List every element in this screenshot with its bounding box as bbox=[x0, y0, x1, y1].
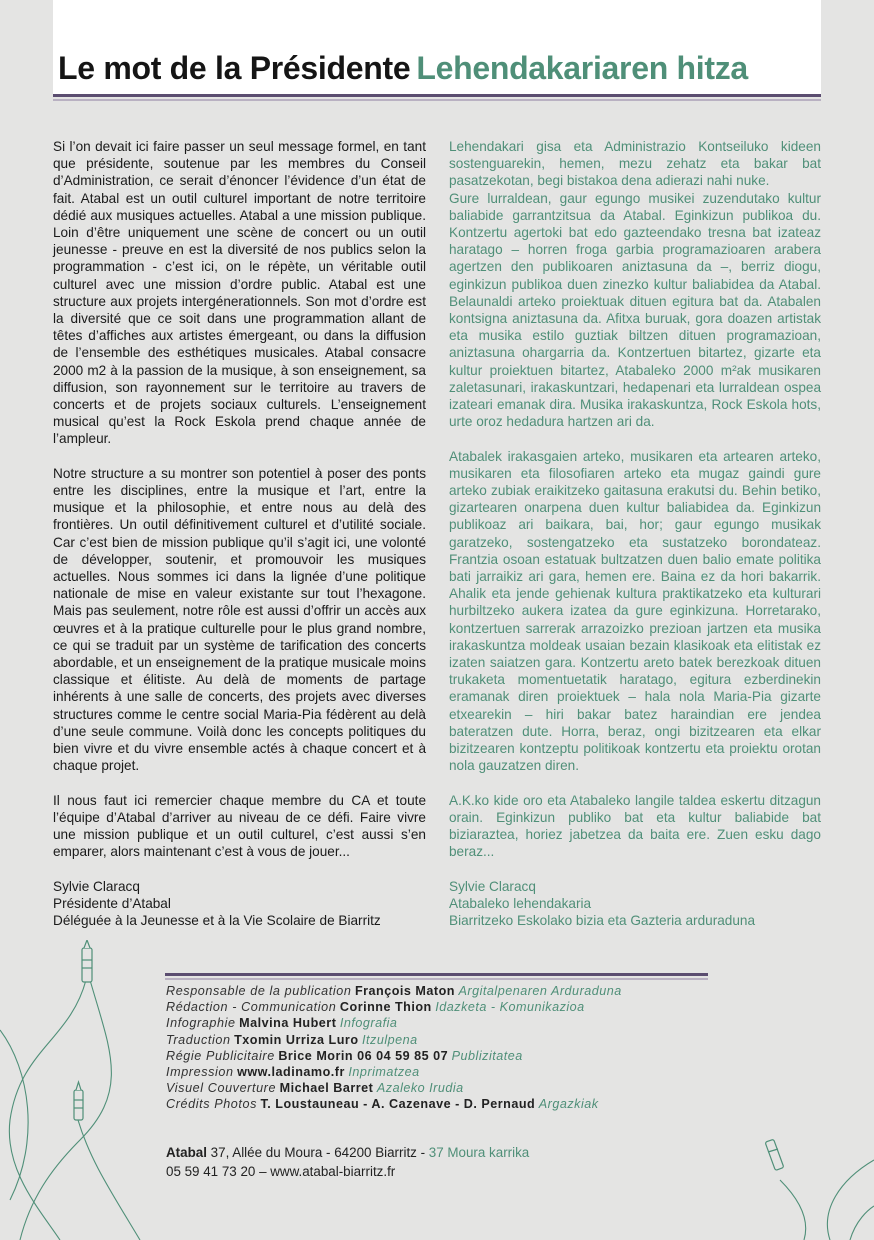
french-paragraph-1: Si l’on devait ici faire passer un seul message formel, en tant que présidente, soutenue par les membres du Conseil d’Administration, ce serait d’énoncer l’évidence d’un état de fait. Atabal est un outil culturel important de notre territoire dédié aux musiques actuelles. Atabal a une mission publique. Loin d’être uniquement une scène de concert ou un outil jeunesse - preuve en est la diversité de nos publics selon la programmation - c’est ici, on le répète, un véritable outil culturel avec une mission d’ordre public. Atabal est une structure aux projets intergénerationnels. Son mot d’ordre est la diversité que ce soit dans une programmation allant de têtes d’affiches aux artistes émergeant, ou dans la diffusion de l’ensemble des esthétiques musicales. Atabal consacre 2000 m2 à la passion de la musique, à son enseignement, sa diffusion, son rayonnement sur le territoire au travers de concerts et de projets sociaux culturels. L’enseignement musical qu’est la Rock Eskola prend chaque année de l’ampleur. bbox=[53, 139, 426, 447]
contact-line: 05 59 41 73 20 – www.atabal-biarritz.fr bbox=[166, 1164, 396, 1179]
credits-divider bbox=[165, 973, 708, 976]
cable-decoration-left-icon bbox=[0, 940, 170, 1240]
basque-signature bbox=[449, 878, 821, 930]
credits-divider-light bbox=[165, 978, 708, 980]
address-basque: 37 Moura karrika bbox=[428, 1145, 530, 1160]
signature-role-2: Biarritzeko Eskolako bizia eta Gazteria arduraduna bbox=[449, 913, 756, 929]
credit-row bbox=[166, 1032, 622, 1048]
cable-decoration-right-icon bbox=[760, 1120, 874, 1240]
basque-paragraph-1: Lehendakari gisa eta Administrazio Kontseiluko kideen sostenguarekin, hemen, mezu zehatz eta bakar bat pasatzekotan, begi bistakoa dena adierazi nahi nuke. bbox=[449, 139, 821, 189]
french-signature bbox=[53, 878, 426, 930]
french-column bbox=[53, 138, 426, 946]
credit-role: Crédits Photos bbox=[166, 1097, 257, 1112]
title-divider bbox=[53, 94, 821, 97]
brand-name: Atabal bbox=[166, 1145, 207, 1160]
page-title bbox=[58, 48, 748, 88]
title-basque: Lehendakariaren hitza bbox=[416, 50, 748, 86]
credit-role: Impression bbox=[166, 1065, 234, 1080]
credit-name: Michael Barret bbox=[279, 1081, 374, 1096]
basque-paragraph-2: Gure lurraldean, gaur egungo musikei zuzendutako kultur baliabide garrantzitsua da Atabal. Eginkizun publikoa du. Kontzertu agertoki bat edo gazteendako tresna bat izateaz haratago – horren froga garbia programazioaren arabera agertzen den publikoaren aniztasuna da –, berriz diogu, eginkizun publikoa duen zinezko kultur baliabidea da Atabal. Belaunaldi arteko proiektuak dituen egitura bat da. Atabalen kontsigna aniztasuna da. Afitxa buruak, gora doazen artistak eta musika estilo guztiak biltzen dituen programazioan, aniztasuna ohargarria da. Kontzertuen bitartez, gizarte eta kultur proiektuen bitartez, Atabaleko 2000 m²ak musikaren zaletasunari, irakaskuntzari, hedapenari eta lurraldean ospea izateari emanak dira. Musika irakaskuntza, Rock Eskola hots, urte oroz hedadura hartzen ari da. bbox=[449, 190, 821, 430]
title-divider-light bbox=[53, 99, 821, 101]
credit-row bbox=[166, 1064, 622, 1080]
credit-name: T. Loustauneau - A. Cazenave - D. Pernaud bbox=[260, 1097, 536, 1112]
credit-row bbox=[166, 1048, 622, 1064]
credit-name: François Maton bbox=[354, 984, 456, 998]
address-french: 37, Allée du Moura - 64200 Biarritz - bbox=[210, 1145, 429, 1160]
credit-role: Responsable de la publication bbox=[166, 984, 352, 998]
credit-row bbox=[166, 1015, 622, 1031]
credit-row bbox=[166, 999, 622, 1015]
credit-row bbox=[166, 1080, 622, 1096]
credit-role-basque: Infografia bbox=[339, 1016, 398, 1031]
signature-role-2: Déléguée à la Jeunesse et à la Vie Scolaire de Biarritz bbox=[53, 913, 381, 929]
credit-name: Malvina Hubert bbox=[239, 1016, 337, 1031]
signature-name: Sylvie Claracq bbox=[53, 878, 140, 894]
credit-role: Régie Publicitaire bbox=[166, 1048, 275, 1063]
credit-role: Visuel Couverture bbox=[166, 1081, 277, 1096]
credit-role-basque: Argazkiak bbox=[538, 1097, 599, 1112]
credit-name: Corinne Thion bbox=[339, 1000, 432, 1015]
french-paragraph-3: Il nous faut ici remercier chaque membre du CA et toute l’équipe d’Atabal d’arriver au niveau de ce défi. Faire vivre une mission publique et un outil culturel, c’est aussi s’en emparer, alors maintenant c’est à vous de jouer... bbox=[53, 792, 426, 860]
basque-paragraph-4: A.K.ko kide oro eta Atabaleko langile taldea eskertu ditzagun orain. Eginkizun publiko bat eta kultur baliabide bat biziaraztea, horiez jabetzea da baita ere. Zuen esku dago beraz... bbox=[449, 792, 821, 860]
title-french: Le mot de la Présidente bbox=[58, 50, 411, 86]
signature-role: Présidente d’Atabal bbox=[53, 895, 171, 911]
credit-role-basque: Argitalpenaren Arduraduna bbox=[458, 984, 622, 998]
credits-block bbox=[166, 983, 622, 1113]
credit-role-basque: Inprimatzea bbox=[348, 1065, 420, 1080]
credit-name: Txomin Urriza Luro bbox=[234, 1032, 359, 1047]
credit-row bbox=[166, 983, 622, 999]
credit-role-basque: Publizitatea bbox=[451, 1048, 523, 1063]
basque-paragraph-3: Atabalek irakasgaien arteko, musikaren eta artearen arteko, musikaren eta filosofiaren arteko eta mugaz gaindi gure arteko zubiak eraikitzeko gaitasuna erakutsi du. Behin betiko, gizartearen onarpena duen kultur baliabidea da. Eginkizun publikoaz ari baikara, bai, hor; gaur egungo musikak garatzeko, sostengatzeko eta sustatzeko borondateaz. Frantzia osoan estatuak bultzatzen duen balio emate politika bati jarraikiz ari gara, hemen ere. Baina ez da hori bakarrik. Ahalik eta jende gehienak kultura praktikatzeko eta kulturari hurbiltzeko aukera izatea da gure eginkizuna. Horretarako, kontzertuen sarrerak arrazoizko prezioan jartzen eta musika irakaskuntza moldeak usaian bezain klasikoak eta elitistak ez izaten saiatzen gara. Kontzertu areto batek berezkoak dituen trukaketa momentuetatik haratago, egitura ezberdinekin eramanak diren proiektuek – hala nola Maria-Pia gizarte etxearekin – hiri bakar batez haraindian ere jendea bateratzen dute. Horra, beraz, ongi bizitzearen eta elkar bizitzearen kontzeptu politikoak kontzertu eta proiektu orotan nola gauzatzen diren. bbox=[449, 448, 821, 774]
credit-role-basque: Itzulpena bbox=[362, 1032, 418, 1047]
address-block bbox=[166, 1143, 529, 1181]
credit-role-basque: Azaleko Irudia bbox=[376, 1081, 464, 1096]
credit-role: Infographie bbox=[166, 1016, 236, 1031]
signature-name: Sylvie Claracq bbox=[449, 878, 536, 894]
credit-role-basque: Idazketa - Komunikazioa bbox=[435, 1000, 585, 1015]
credit-row bbox=[166, 1096, 622, 1112]
credit-role: Rédaction - Communication bbox=[166, 1000, 337, 1015]
basque-column bbox=[449, 138, 821, 946]
credit-name: www.ladinamo.fr bbox=[237, 1065, 345, 1080]
credit-role: Traduction bbox=[166, 1032, 231, 1047]
french-paragraph-2: Notre structure a su montrer son potentiel à poser des ponts entre les disciplines, entre la musique et l’art, entre la musique et la philosophie, et entre nous au delà des frontières. Un outil définitivement culturel et d’utilité sociale. Car c’est bien de mission publique qu’il s’agit ici, une volonté de développer, soutenir, et promouvoir les musiques actuelles. Nous sommes ici dans la lignée d’une politique nationale de mise en valeur existante sur tout l’hexagone. Mais pas seulement, notre rôle est aussi d’offrir un accès aux œuvres et à la pratique culturelle pour le plus grand nombre, ce qui se traduit par un système de tarification des concerts abordable, et un enseignement de la pratique musicale moins classique et élitiste. Au delà de moments de partage inhérents à une salle de concerts, des projets avec diverses structures comme le centre social Maria-Pia fédèrent au delà d’une seule commune. Voilà donc les concepts politiques du bien vivre et du vivre ensemble actés à chaque concert et à chaque projet. bbox=[53, 465, 426, 774]
credit-name: Brice Morin 06 04 59 85 07 bbox=[278, 1048, 449, 1063]
signature-role: Atabaleko lehendakaria bbox=[449, 895, 592, 911]
